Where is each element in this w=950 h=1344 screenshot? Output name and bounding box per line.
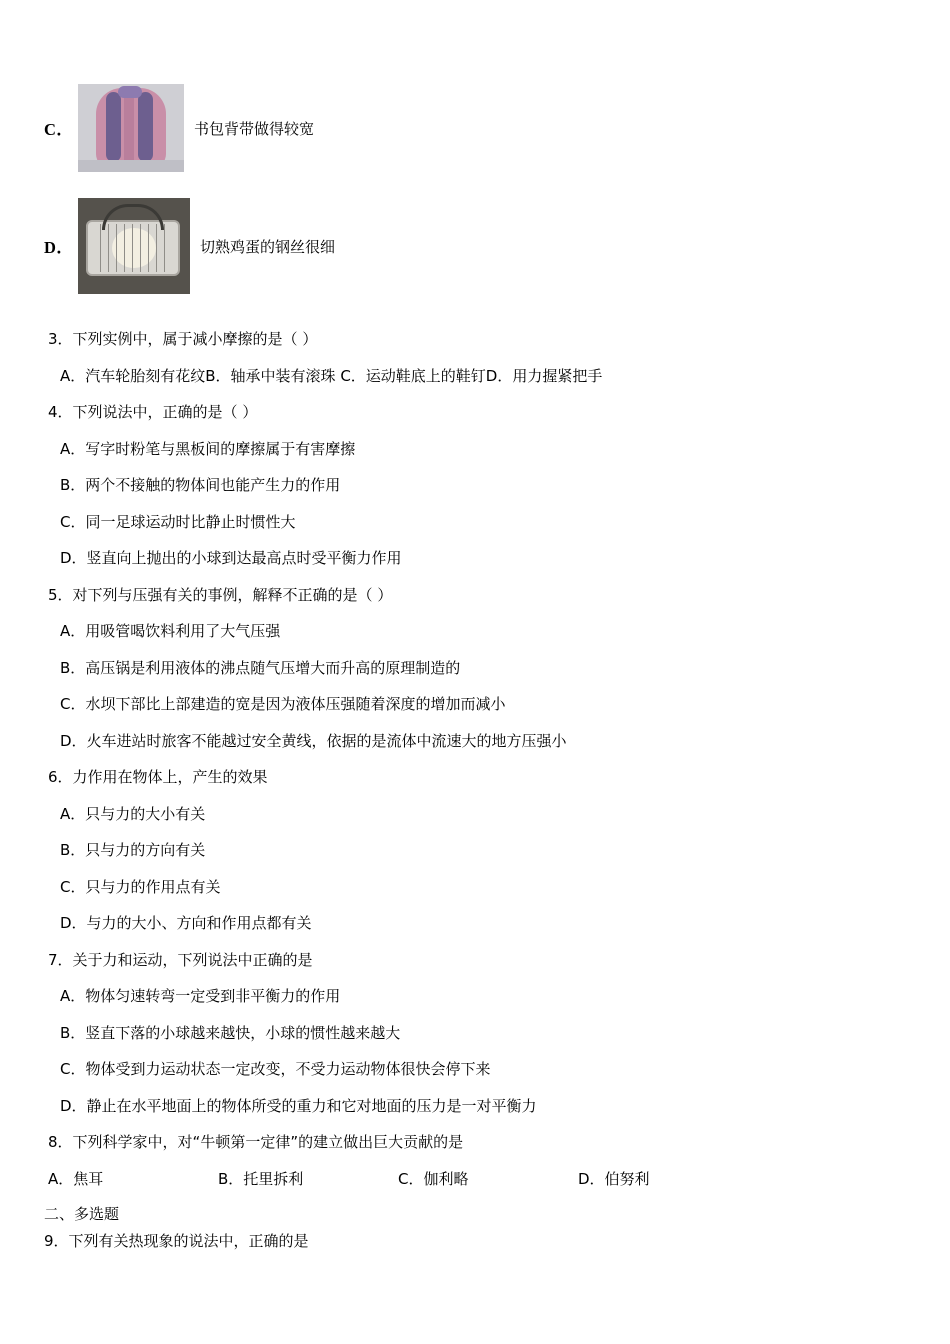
question-8-options (48, 1168, 910, 1189)
question-5-option-a: A．用吸管喝饮料利用了大气压强 (60, 622, 281, 640)
question-7-option-a: A．物体匀速转弯一定受到非平衡力的作用 (60, 987, 341, 1005)
question-7-option-b: B．竖直下落的小球越来越快，小球的惯性越来越大 (60, 1023, 401, 1042)
question-5-option-c: C．水坝下部比上部建造的宽是因为液体压强随着深度的增加而减小 (60, 695, 506, 713)
question-4-stem: 4．下列说法中，正确的是（ ） (48, 403, 258, 421)
question-6-option-d: D．与力的大小、方向和作用点都有关 (60, 914, 312, 932)
question-7-option-d: D．静止在水平地面上的物体所受的重力和它对地面的压力是一对平衡力 (60, 1096, 537, 1115)
question-5-option-b: B．高压锅是利用液体的沸点随气压增大而升高的原理制造的 (60, 658, 461, 677)
question-5-stem: 5．对下列与压强有关的事例，解释不正确的是（ ） (48, 585, 393, 604)
question-3-stem: 3．下列实例中，属于减小摩擦的是（ ） (48, 330, 318, 348)
document-content (44, 84, 910, 1252)
question-8-option-b: B．托里拆利 (218, 1169, 304, 1188)
option-letter-d: D． (44, 238, 74, 257)
question-8-option-d: D．伯努利 (578, 1169, 650, 1188)
question-9-stem: 9．下列有关热现象的说法中，正确的是 (44, 1231, 309, 1250)
image-option-d (44, 198, 910, 294)
option-text-d: 切熟鸡蛋的钢丝很细 (200, 237, 336, 256)
option-letter-c: C． (44, 120, 74, 139)
question-7-option-c: C．物体受到力运动状态一定改变，不受力运动物体很快会停下来 (60, 1060, 491, 1078)
question-8-option-a: A．焦耳 (48, 1169, 104, 1188)
question-7-stem: 7．关于力和运动，下列说法中正确的是 (48, 950, 313, 969)
option-text-c: 书包背带做得较宽 (194, 119, 315, 138)
question-8-stem: 8．下列科学家中，对“牛顿第一定律”的建立做出巨大贡献的是 (48, 1133, 464, 1151)
question-3-options: A．汽车轮胎刻有花纹B．轴承中装有滚珠 C．运动鞋底上的鞋钉D．用力握紧把手 (60, 366, 603, 385)
image-option-c (44, 84, 910, 172)
question-6-option-c: C．只与力的作用点有关 (60, 877, 221, 896)
question-5-option-d: D．火车进站时旅客不能越过安全黄线，依据的是流体中流速大的地方压强小 (60, 731, 567, 750)
egg-slicer-photo (78, 198, 190, 294)
backpack-photo (78, 84, 184, 172)
question-4-option-d: D．竖直向上抛出的小球到达最高点时受平衡力作用 (60, 549, 402, 567)
question-6-stem: 6．力作用在物体上，产生的效果 (48, 768, 268, 786)
question-6-option-a: A．只与力的大小有关 (60, 804, 206, 823)
question-4-option-a: A．写字时粉笔与黑板间的摩擦属于有害摩擦 (60, 439, 356, 458)
question-4-option-c: C．同一足球运动时比静止时惯性大 (60, 512, 296, 531)
section-2-heading: 二、多选题 (44, 1204, 120, 1223)
question-8-option-c: C．伽利略 (398, 1169, 469, 1188)
question-6-option-b: B．只与力的方向有关 (60, 841, 206, 859)
question-4-option-b: B．两个不接触的物体间也能产生力的作用 (60, 476, 341, 494)
